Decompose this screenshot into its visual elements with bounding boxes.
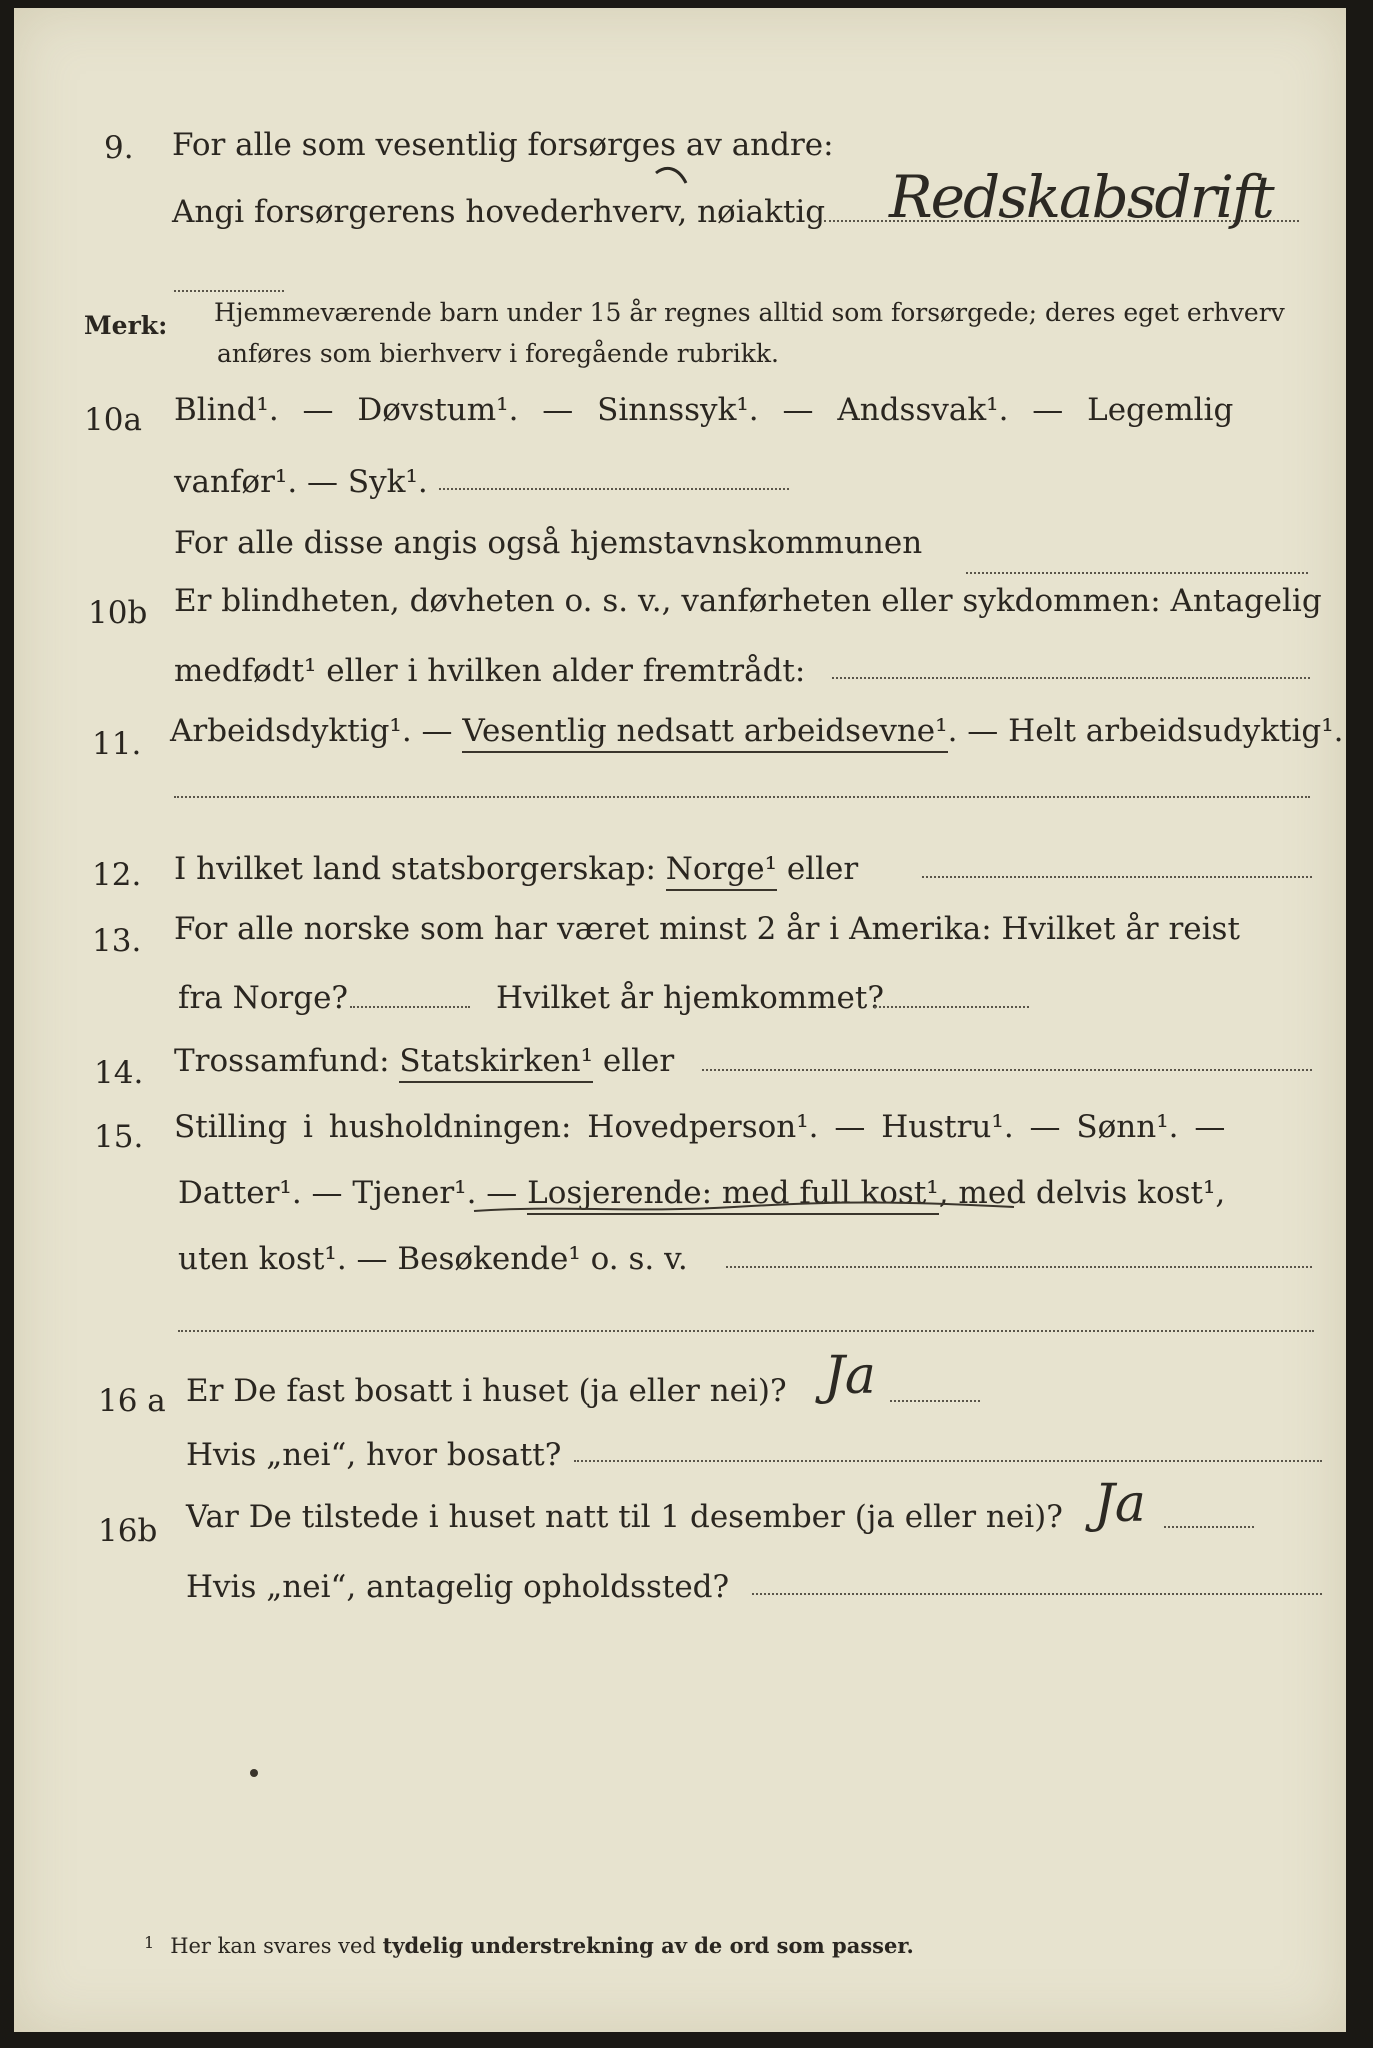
q15-number: 15. [94,1119,144,1155]
q10a-line3: For alle disse angis også hjemstavnskommunen [174,525,923,561]
q13-number: 13. [92,923,142,959]
q13-line1: For alle norske som har været minst 2 år i Amerika: Hvilket år reist [174,911,1240,947]
q12-underlined-answer: Norge¹ [666,851,777,891]
q11-part1: Arbeidsdyktig¹. — [170,713,463,749]
underline-squiggle [474,1183,1034,1223]
footnote-mark: 1 [144,1933,155,1952]
merk-line2: anføres som bierhverv i foregående rubrikk. [217,339,779,368]
q9-line2: Angi forsørgerens hovederhverv, nøiaktig [172,194,826,230]
q13-line2a: fra Norge? [178,980,349,1016]
q16a-answer-line [890,1400,980,1402]
q13-reist-line [350,1006,470,1008]
q11-underlined-answer: Vesentlig nedsatt arbeidsevne¹ [462,713,947,753]
q15-line2a: Datter¹. — Tjener¹. — [178,1175,528,1211]
q11-line [170,713,1344,749]
q14-underlined-answer: Statskirken¹ [399,1043,593,1083]
q10b-line1: Er blindheten, døvheten o. s. v., vanførheten eller sykdommen: Antagelig [174,583,1322,619]
q11-part2: . — Helt arbeidsudyktig¹. [947,713,1344,749]
q10a-number: 10a [84,402,142,438]
q16a-handwritten-answer: Ja [824,1346,876,1406]
q15-line1: Stilling i husholdningen: Hovedperson¹. — Hustru¹. — Sønn¹. — [174,1109,1226,1145]
q12-line [174,851,859,887]
q10b-line2: medfødt¹ eller i hvilken alder fremtrådt: [174,653,806,689]
q11-extra-line [174,796,1310,798]
q10a-line2: vanfør¹. — Syk¹. [174,464,428,500]
q9-number: 9. [104,130,134,166]
footnote-text-bold: tydelig understrekning av de ord som passer. [382,1933,914,1958]
footnote [144,1933,914,1958]
q15-underlined-answer: Losjerende: med full kost¹ [527,1175,939,1215]
q10a-syk-line [439,488,789,490]
q10b-answer-line [832,677,1310,679]
q15-extra-line [178,1330,1314,1332]
q15-line2b: , med delvis kost¹, [938,1175,1226,1211]
q9-handwritten-answer: Redskabsdrift [889,163,1273,231]
merk-line1: Hjemmeværende barn under 15 år regnes alltid som forsørgede; deres eget erhverv [214,298,1285,327]
q16b-handwritten-answer: Ja [1094,1474,1146,1534]
q16b-number: 16b [98,1513,158,1549]
q13-line2b: Hvilket år hjemkommet? [496,980,884,1016]
q13-hjemkommet-line [874,1006,1029,1008]
q14-answer-line [702,1069,1312,1071]
census-form-page [14,8,1346,2032]
ink-dot [249,1768,259,1778]
footnote-text-plain: Her kan svares ved [170,1934,383,1958]
q10a-line1: Blind¹. — Døvstum¹. — Sinnssyk¹. — Andssvak¹. — Legemlig [174,392,1234,428]
q12-part2: eller [777,851,859,887]
q16a-bosatt-line [574,1460,1322,1462]
q12-part1: I hvilket land statsborgerskap: [174,851,666,887]
q16b-line1: Var De tilstede i huset natt til 1 desember (ja eller nei)? [186,1499,1063,1535]
q14-part2: eller [593,1043,675,1079]
q12-number: 12. [92,857,142,893]
q16a-line1: Er De fast bosatt i huset (ja eller nei)? [186,1373,787,1409]
q9-extra-line [174,290,284,292]
q14-number: 14. [94,1055,144,1091]
q16b-answer-line [1164,1526,1254,1528]
q11-number: 11. [92,726,142,762]
q9-line1: For alle som vesentlig forsørges av andre: [172,127,834,163]
q16a-line2: Hvis „nei“, hvor bosatt? [186,1437,562,1473]
q15-line3: uten kost¹. — Besøkende¹ o. s. v. [178,1241,688,1277]
caret-mark [654,163,694,203]
q12-answer-line [922,876,1312,878]
q10a-hjemstavn-line [966,572,1308,574]
q16a-number: 16 a [98,1383,166,1419]
q14-part1: Trossamfund: [174,1043,400,1079]
q10b-number: 10b [88,595,148,631]
q15-answer-line [726,1266,1312,1268]
q14-line [174,1043,675,1079]
q16b-opholdssted-line [752,1593,1322,1595]
merk-label: Merk: [84,311,168,340]
q16b-line2: Hvis „nei“, antagelig opholdssted? [186,1569,730,1605]
